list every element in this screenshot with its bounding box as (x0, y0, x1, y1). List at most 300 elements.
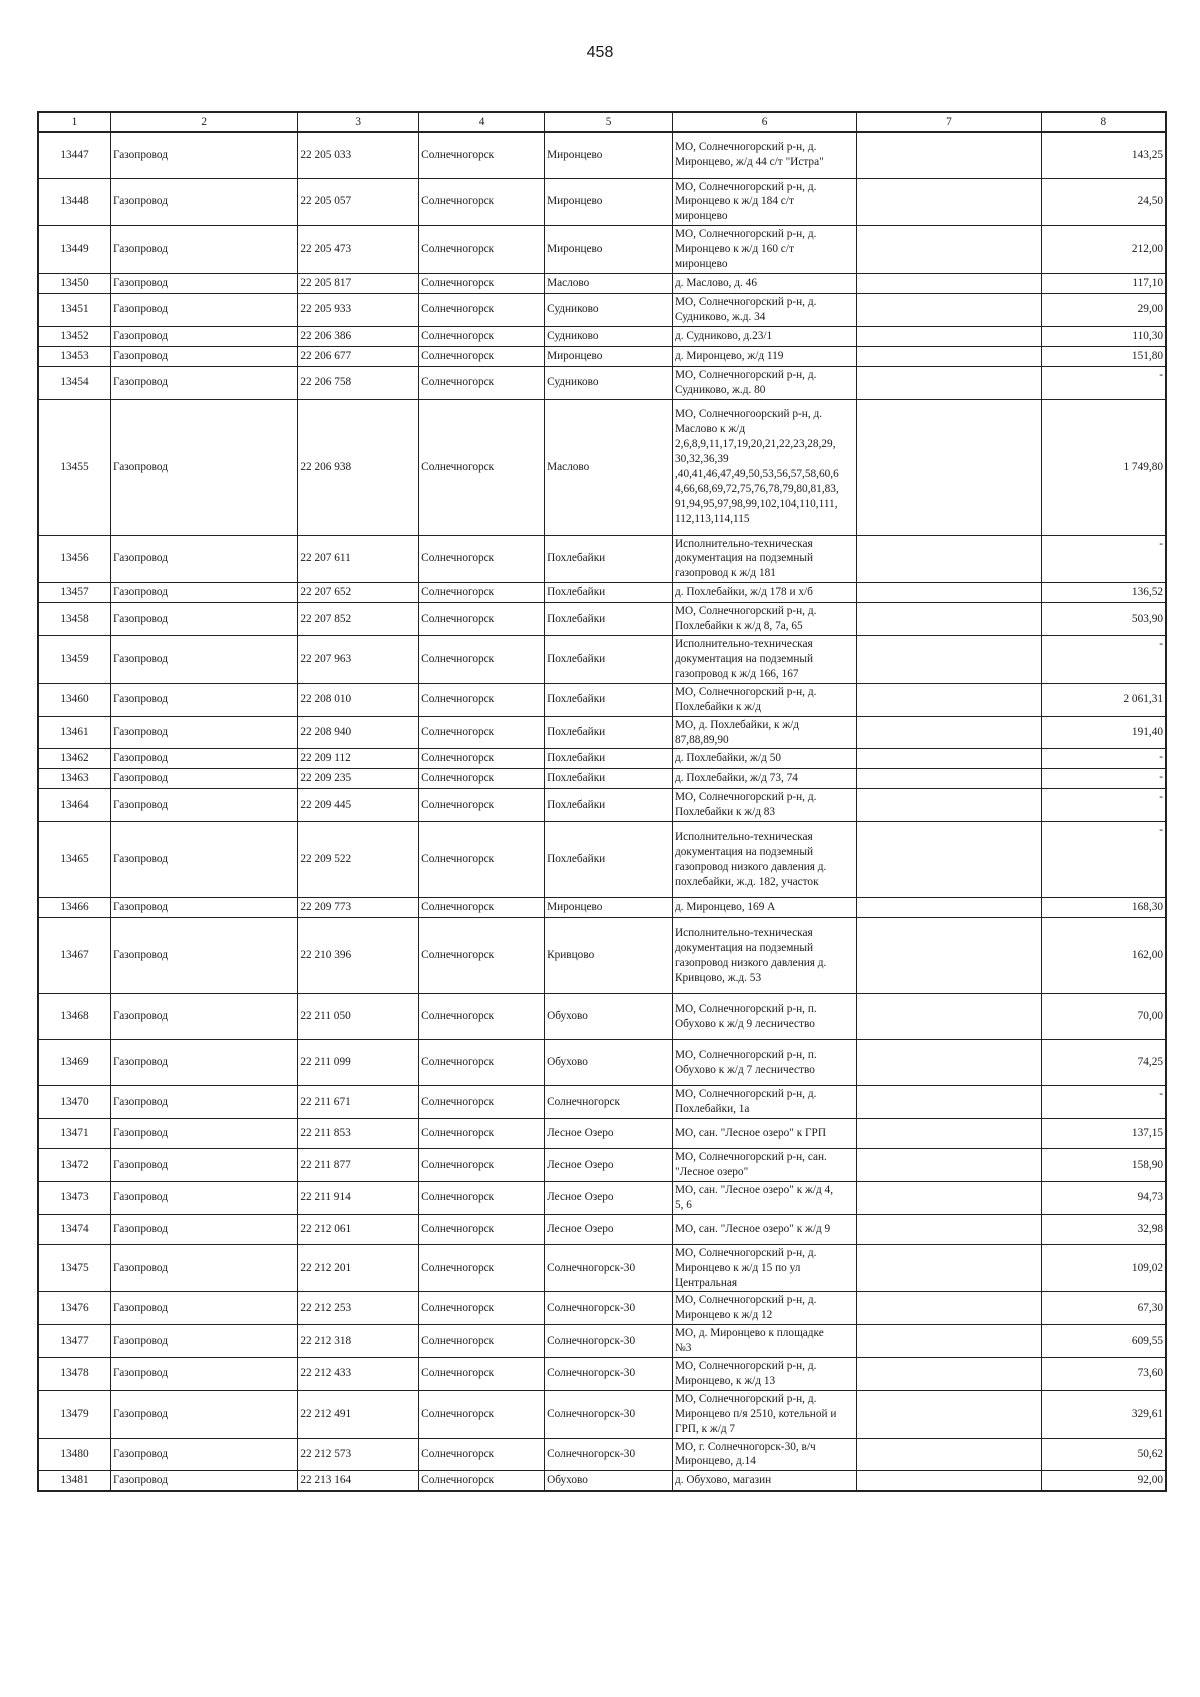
column-header: 7 (857, 112, 1041, 132)
cell-name: Газопровод (111, 716, 298, 749)
table-row (38, 1390, 1166, 1438)
table-row (38, 226, 1166, 274)
cell-address: МО, Солнечногорский р-н, п. Обухово к ж/д 7 лесничество (672, 1040, 856, 1086)
cell-address: МО, Солнечногорский р-н, д. Миронцево п/я 2510, котельной и ГРП, к ж/д 7 (672, 1390, 856, 1438)
cell-locality: Маслово (545, 273, 673, 293)
cell-value: - (1041, 1086, 1166, 1119)
cell-id: 13477 (38, 1325, 111, 1358)
cell-locality: Обухово (545, 1471, 673, 1491)
cell-address: МО, сан. "Лесное озеро" к ж/д 4, 5, 6 (672, 1181, 856, 1214)
cell-district: Солнечногорск (419, 535, 545, 583)
cell-district: Солнечногорск (419, 898, 545, 918)
cell-code: 22 212 253 (298, 1292, 419, 1325)
cell-district: Солнечногорск (419, 1086, 545, 1119)
cell-district: Солнечногорск (419, 1358, 545, 1391)
cell-locality: Солнечногорск-30 (545, 1325, 673, 1358)
cell-value: 24,50 (1041, 178, 1166, 226)
cell-col7 (857, 769, 1041, 789)
cell-locality: Лесное Озеро (545, 1181, 673, 1214)
cell-district: Солнечногорск (419, 583, 545, 603)
cell-col7 (857, 366, 1041, 399)
table-row (38, 132, 1166, 178)
cell-col7 (857, 918, 1041, 994)
cell-code: 22 211 099 (298, 1040, 419, 1086)
cell-name: Газопровод (111, 1390, 298, 1438)
cell-col7 (857, 898, 1041, 918)
cell-address: Исполнительно-техническая документация на подземный газопровод низкого давления д. похлебайки, ж.д. 182, участок (672, 822, 856, 898)
cell-district: Солнечногорск (419, 1438, 545, 1471)
cell-col7 (857, 1438, 1041, 1471)
cell-value: 191,40 (1041, 716, 1166, 749)
cell-address: МО, Солнечногорский р-н, д. Миронцево к ж/д 184 с/т миронцево (672, 178, 856, 226)
cell-col7 (857, 132, 1041, 178)
cell-value: 29,00 (1041, 293, 1166, 326)
cell-code: 22 208 940 (298, 716, 419, 749)
cell-col7 (857, 178, 1041, 226)
cell-id: 13463 (38, 769, 111, 789)
cell-name: Газопровод (111, 1181, 298, 1214)
cell-id: 13468 (38, 994, 111, 1040)
cell-col7 (857, 1358, 1041, 1391)
cell-code: 22 211 671 (298, 1086, 419, 1119)
cell-value: 94,73 (1041, 1181, 1166, 1214)
cell-value: 70,00 (1041, 994, 1166, 1040)
cell-district: Солнечногорск (419, 346, 545, 366)
cell-name: Газопровод (111, 636, 298, 684)
cell-code: 22 209 112 (298, 749, 419, 769)
cell-value: 117,10 (1041, 273, 1166, 293)
cell-district: Солнечногорск (419, 1119, 545, 1149)
cell-col7 (857, 326, 1041, 346)
cell-address: МО, Солнечногорский р-н, д. Судниково, ж.д. 80 (672, 366, 856, 399)
cell-col7 (857, 293, 1041, 326)
cell-address: МО, Солнечногорский р-н, д. Судниково, ж.д. 34 (672, 293, 856, 326)
cell-locality: Судниково (545, 366, 673, 399)
table-row (38, 1214, 1166, 1244)
cell-locality: Миронцево (545, 346, 673, 366)
cell-locality: Похлебайки (545, 822, 673, 898)
cell-value: 109,02 (1041, 1244, 1166, 1292)
cell-value: - (1041, 789, 1166, 822)
table-row (38, 293, 1166, 326)
cell-locality: Лесное Озеро (545, 1214, 673, 1244)
cell-locality: Похлебайки (545, 603, 673, 636)
cell-value: - (1041, 366, 1166, 399)
table-row (38, 583, 1166, 603)
table-row (38, 273, 1166, 293)
cell-locality: Миронцево (545, 132, 673, 178)
cell-value: 158,90 (1041, 1149, 1166, 1182)
cell-name: Газопровод (111, 293, 298, 326)
cell-id: 13457 (38, 583, 111, 603)
cell-code: 22 212 573 (298, 1438, 419, 1471)
cell-locality: Миронцево (545, 226, 673, 274)
cell-name: Газопровод (111, 994, 298, 1040)
cell-code: 22 206 758 (298, 366, 419, 399)
cell-name: Газопровод (111, 1040, 298, 1086)
header-row (38, 112, 1166, 132)
cell-address: МО, Солнечногорский р-н, д. Миронцево к ж/д 160 с/т миронцево (672, 226, 856, 274)
cell-id: 13447 (38, 132, 111, 178)
cell-district: Солнечногорск (419, 994, 545, 1040)
cell-col7 (857, 1390, 1041, 1438)
cell-code: 22 211 914 (298, 1181, 419, 1214)
cell-id: 13459 (38, 636, 111, 684)
cell-district: Солнечногорск (419, 683, 545, 716)
cell-district: Солнечногорск (419, 1325, 545, 1358)
cell-name: Газопровод (111, 749, 298, 769)
cell-locality: Обухово (545, 1040, 673, 1086)
table-row (38, 346, 1166, 366)
column-header: 1 (38, 112, 111, 132)
cell-name: Газопровод (111, 1244, 298, 1292)
table-row (38, 1119, 1166, 1149)
cell-code: 22 205 473 (298, 226, 419, 274)
table-row (38, 1292, 1166, 1325)
cell-code: 22 208 010 (298, 683, 419, 716)
cell-locality: Солнечногорск-30 (545, 1358, 673, 1391)
cell-district: Солнечногорск (419, 918, 545, 994)
cell-address: МО, Солнечногорский р-н, п. Обухово к ж/д 9 лесничество (672, 994, 856, 1040)
cell-col7 (857, 1086, 1041, 1119)
cell-locality: Солнечногорск-30 (545, 1390, 673, 1438)
cell-value: 503,90 (1041, 603, 1166, 636)
cell-col7 (857, 994, 1041, 1040)
cell-district: Солнечногорск (419, 1471, 545, 1491)
cell-address: д. Похлебайки, ж/д 50 (672, 749, 856, 769)
registry-table (37, 111, 1167, 1492)
cell-address: д. Похлебайки, ж/д 178 и х/б (672, 583, 856, 603)
cell-col7 (857, 716, 1041, 749)
cell-address: МО, Солнечногоорский р-н, д. Маслово к ж/д 2,6,8,9,11,17,19,20,21,22,23,28,29, 30,32,36,39 ,40,41,46,47,49,50,53,56,57,58,60,6 4,66,68,69,72,75,76,78,79,80,81,83, 91,94,95,97,98,99,102,104,110,111, 112,113,114,115 (672, 399, 856, 535)
cell-value: - (1041, 535, 1166, 583)
cell-value: 609,55 (1041, 1325, 1166, 1358)
cell-id: 13452 (38, 326, 111, 346)
cell-address: МО, Солнечногорский р-н, д. Миронцево к ж/д 12 (672, 1292, 856, 1325)
cell-col7 (857, 683, 1041, 716)
cell-id: 13455 (38, 399, 111, 535)
table-row (38, 769, 1166, 789)
table-row (38, 535, 1166, 583)
cell-code: 22 207 611 (298, 535, 419, 583)
table-row (38, 822, 1166, 898)
cell-id: 13471 (38, 1119, 111, 1149)
cell-locality: Похлебайки (545, 636, 673, 684)
cell-name: Газопровод (111, 1438, 298, 1471)
cell-district: Солнечногорск (419, 273, 545, 293)
cell-value: 110,30 (1041, 326, 1166, 346)
cell-id: 13465 (38, 822, 111, 898)
cell-name: Газопровод (111, 1149, 298, 1182)
cell-locality: Похлебайки (545, 535, 673, 583)
cell-id: 13476 (38, 1292, 111, 1325)
cell-value: - (1041, 636, 1166, 684)
cell-district: Солнечногорск (419, 1040, 545, 1086)
cell-id: 13451 (38, 293, 111, 326)
cell-value: 162,00 (1041, 918, 1166, 994)
cell-locality: Миронцево (545, 898, 673, 918)
table-row (38, 789, 1166, 822)
cell-name: Газопровод (111, 583, 298, 603)
table-row (38, 1325, 1166, 1358)
cell-value: 136,52 (1041, 583, 1166, 603)
cell-locality: Солнечногорск-30 (545, 1292, 673, 1325)
cell-district: Солнечногорск (419, 716, 545, 749)
cell-district: Солнечногорск (419, 769, 545, 789)
cell-locality: Похлебайки (545, 583, 673, 603)
cell-locality: Лесное Озеро (545, 1119, 673, 1149)
cell-name: Газопровод (111, 918, 298, 994)
cell-code: 22 205 033 (298, 132, 419, 178)
cell-district: Солнечногорск (419, 293, 545, 326)
cell-name: Газопровод (111, 1325, 298, 1358)
cell-id: 13460 (38, 683, 111, 716)
cell-address: МО, д. Миронцево к площадке №3 (672, 1325, 856, 1358)
cell-name: Газопровод (111, 366, 298, 399)
cell-value: 1 749,80 (1041, 399, 1166, 535)
cell-col7 (857, 822, 1041, 898)
cell-address: д. Судниково, д.23/1 (672, 326, 856, 346)
cell-value: - (1041, 769, 1166, 789)
cell-code: 22 212 318 (298, 1325, 419, 1358)
cell-code: 22 205 057 (298, 178, 419, 226)
cell-address: д. Обухово, магазин (672, 1471, 856, 1491)
cell-name: Газопровод (111, 1119, 298, 1149)
cell-address: МО, сан. "Лесное озеро" к ГРП (672, 1119, 856, 1149)
cell-locality: Судниково (545, 293, 673, 326)
cell-address: МО, Солнечногорский р-н, д. Миронцево, к ж/д 13 (672, 1358, 856, 1391)
cell-id: 13474 (38, 1214, 111, 1244)
cell-code: 22 207 852 (298, 603, 419, 636)
column-header: 8 (1041, 112, 1166, 132)
cell-name: Газопровод (111, 789, 298, 822)
cell-address: Исполнительно-техническая документация на подземный газопровод низкого давления д. Кривцово, ж.д. 53 (672, 918, 856, 994)
cell-code: 22 209 235 (298, 769, 419, 789)
cell-name: Газопровод (111, 1292, 298, 1325)
cell-value: 168,30 (1041, 898, 1166, 918)
cell-district: Солнечногорск (419, 1149, 545, 1182)
table-row (38, 603, 1166, 636)
cell-col7 (857, 273, 1041, 293)
cell-id: 13481 (38, 1471, 111, 1491)
cell-district: Солнечногорск (419, 132, 545, 178)
cell-id: 13449 (38, 226, 111, 274)
cell-district: Солнечногорск (419, 1181, 545, 1214)
cell-value: 137,15 (1041, 1119, 1166, 1149)
cell-code: 22 211 050 (298, 994, 419, 1040)
table-row (38, 366, 1166, 399)
cell-col7 (857, 749, 1041, 769)
cell-district: Солнечногорск (419, 1292, 545, 1325)
cell-name: Газопровод (111, 535, 298, 583)
table-row (38, 399, 1166, 535)
cell-address: МО, сан. "Лесное озеро" к ж/д 9 (672, 1214, 856, 1244)
cell-col7 (857, 583, 1041, 603)
cell-value: 329,61 (1041, 1390, 1166, 1438)
cell-col7 (857, 399, 1041, 535)
page-number: 458 (586, 44, 614, 61)
cell-col7 (857, 789, 1041, 822)
cell-id: 13466 (38, 898, 111, 918)
cell-name: Газопровод (111, 273, 298, 293)
cell-name: Газопровод (111, 1086, 298, 1119)
cell-col7 (857, 1214, 1041, 1244)
cell-id: 13473 (38, 1181, 111, 1214)
cell-name: Газопровод (111, 226, 298, 274)
cell-id: 13462 (38, 749, 111, 769)
cell-col7 (857, 535, 1041, 583)
cell-code: 22 212 201 (298, 1244, 419, 1292)
cell-id: 13456 (38, 535, 111, 583)
cell-code: 22 213 164 (298, 1471, 419, 1491)
cell-id: 13464 (38, 789, 111, 822)
cell-locality: Похлебайки (545, 749, 673, 769)
cell-locality: Обухово (545, 994, 673, 1040)
column-header: 2 (111, 112, 298, 132)
table-row (38, 1471, 1166, 1491)
cell-address: МО, Солнечногорский р-н, д. Похлебайки к ж/д 8, 7а, 65 (672, 603, 856, 636)
cell-district: Солнечногорск (419, 326, 545, 346)
cell-id: 13478 (38, 1358, 111, 1391)
cell-id: 13450 (38, 273, 111, 293)
table-row (38, 994, 1166, 1040)
cell-locality: Солнечногорск-30 (545, 1438, 673, 1471)
cell-name: Газопровод (111, 822, 298, 898)
table-row (38, 326, 1166, 346)
cell-col7 (857, 1292, 1041, 1325)
table-row (38, 1244, 1166, 1292)
cell-address: МО, д. Похлебайки, к ж/д 87,88,89,90 (672, 716, 856, 749)
cell-district: Солнечногорск (419, 789, 545, 822)
cell-name: Газопровод (111, 132, 298, 178)
cell-address: МО, Солнечногорский р-н, д. Миронцево к ж/д 15 по ул Центральная (672, 1244, 856, 1292)
cell-col7 (857, 1471, 1041, 1491)
cell-district: Солнечногорск (419, 822, 545, 898)
cell-col7 (857, 1244, 1041, 1292)
cell-name: Газопровод (111, 1471, 298, 1491)
table-row (38, 1438, 1166, 1471)
cell-district: Солнечногорск (419, 178, 545, 226)
cell-value: 74,25 (1041, 1040, 1166, 1086)
cell-code: 22 212 433 (298, 1358, 419, 1391)
cell-value: 67,30 (1041, 1292, 1166, 1325)
cell-code: 22 212 491 (298, 1390, 419, 1438)
cell-id: 13480 (38, 1438, 111, 1471)
cell-col7 (857, 603, 1041, 636)
cell-code: 22 207 963 (298, 636, 419, 684)
cell-address: Исполнительно-техническая документация на подземный газопровод к ж/д 181 (672, 535, 856, 583)
cell-address: д. Похлебайки, ж/д 73, 74 (672, 769, 856, 789)
cell-locality: Похлебайки (545, 789, 673, 822)
table-row (38, 683, 1166, 716)
cell-col7 (857, 1040, 1041, 1086)
cell-code: 22 206 386 (298, 326, 419, 346)
table-row (38, 898, 1166, 918)
cell-col7 (857, 1181, 1041, 1214)
cell-code: 22 211 853 (298, 1119, 419, 1149)
cell-col7 (857, 226, 1041, 274)
column-header: 4 (419, 112, 545, 132)
table-row (38, 918, 1166, 994)
cell-locality: Лесное Озеро (545, 1149, 673, 1182)
cell-district: Солнечногорск (419, 749, 545, 769)
cell-locality: Миронцево (545, 178, 673, 226)
cell-locality: Похлебайки (545, 683, 673, 716)
cell-value: 212,00 (1041, 226, 1166, 274)
table-row (38, 716, 1166, 749)
cell-address: МО, Солнечногорский р-н, сан. "Лесное озеро" (672, 1149, 856, 1182)
cell-name: Газопровод (111, 1214, 298, 1244)
cell-code: 22 206 677 (298, 346, 419, 366)
table-row (38, 1181, 1166, 1214)
cell-address: МО, Солнечногорский р-н, д. Миронцево, ж/д 44 с/т "Истра" (672, 132, 856, 178)
cell-address: МО, г. Солнечногорск-30, в/ч Миронцево, д.14 (672, 1438, 856, 1471)
cell-name: Газопровод (111, 603, 298, 636)
cell-name: Газопровод (111, 178, 298, 226)
cell-locality: Похлебайки (545, 716, 673, 749)
cell-address: Исполнительно-техническая документация на подземный газопровод к ж/д 166, 167 (672, 636, 856, 684)
cell-district: Солнечногорск (419, 366, 545, 399)
cell-locality: Солнечногорск (545, 1086, 673, 1119)
cell-id: 13467 (38, 918, 111, 994)
table-row (38, 1040, 1166, 1086)
column-header: 5 (545, 112, 673, 132)
cell-col7 (857, 1149, 1041, 1182)
cell-value: 151,80 (1041, 346, 1166, 366)
cell-id: 13453 (38, 346, 111, 366)
table-row (38, 1086, 1166, 1119)
cell-value: 2 061,31 (1041, 683, 1166, 716)
cell-name: Газопровод (111, 769, 298, 789)
cell-col7 (857, 1325, 1041, 1358)
table-row (38, 178, 1166, 226)
cell-id: 13472 (38, 1149, 111, 1182)
cell-address: МО, Солнечногорский р-н, д. Похлебайки, 1а (672, 1086, 856, 1119)
cell-code: 22 210 396 (298, 918, 419, 994)
table-row (38, 1358, 1166, 1391)
cell-id: 13454 (38, 366, 111, 399)
cell-id: 13458 (38, 603, 111, 636)
table-row (38, 749, 1166, 769)
table-row (38, 636, 1166, 684)
cell-id: 13470 (38, 1086, 111, 1119)
cell-locality: Маслово (545, 399, 673, 535)
cell-code: 22 211 877 (298, 1149, 419, 1182)
cell-code: 22 205 933 (298, 293, 419, 326)
cell-code: 22 206 938 (298, 399, 419, 535)
cell-code: 22 209 773 (298, 898, 419, 918)
cell-value: 143,25 (1041, 132, 1166, 178)
cell-code: 22 209 522 (298, 822, 419, 898)
cell-id: 13475 (38, 1244, 111, 1292)
cell-id: 13479 (38, 1390, 111, 1438)
cell-value: - (1041, 822, 1166, 898)
cell-col7 (857, 636, 1041, 684)
table-row (38, 1149, 1166, 1182)
cell-name: Газопровод (111, 326, 298, 346)
cell-district: Солнечногорск (419, 603, 545, 636)
cell-code: 22 207 652 (298, 583, 419, 603)
cell-code: 22 209 445 (298, 789, 419, 822)
cell-value: 92,00 (1041, 1471, 1166, 1491)
cell-value: 32,98 (1041, 1214, 1166, 1244)
cell-code: 22 212 061 (298, 1214, 419, 1244)
cell-address: д. Миронцево, 169 А (672, 898, 856, 918)
cell-district: Солнечногорск (419, 399, 545, 535)
cell-id: 13469 (38, 1040, 111, 1086)
cell-locality: Похлебайки (545, 769, 673, 789)
cell-address: д. Миронцево, ж/д 119 (672, 346, 856, 366)
